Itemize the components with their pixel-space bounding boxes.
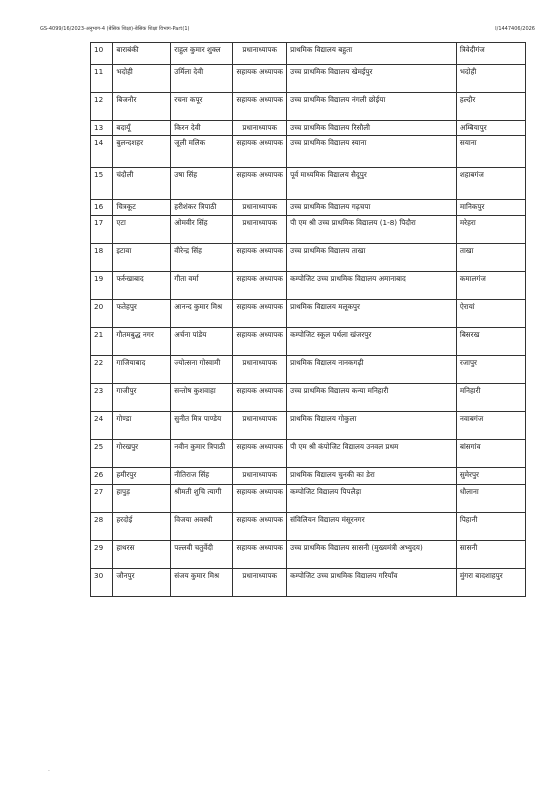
school-cell: कम्पोजिट स्कूल पर्थला खंजरपुर xyxy=(287,328,457,356)
post-cell: सहायक अध्यापक xyxy=(233,384,287,412)
post-cell: सहायक अध्यापक xyxy=(233,272,287,300)
school-cell: पूर्व माध्यमिक विद्यालय सैदूपुर xyxy=(287,168,457,200)
table-row xyxy=(91,168,526,200)
school-cell: प्राथमिक विद्यालय बहुता xyxy=(287,43,457,65)
post-cell: प्रधानाध्यापक xyxy=(233,569,287,597)
teacher-name-cell: नवीन कुमार त्रिपाठी xyxy=(171,440,233,468)
teacher-name-cell: ज्योत्सना गोस्वामी xyxy=(171,356,233,384)
post-cell: सहायक अध्यापक xyxy=(233,440,287,468)
school-cell: प्राथमिक विद्यालय चुनकी का डेरा xyxy=(287,468,457,485)
district-cell: इटावा xyxy=(113,244,171,272)
school-cell: उच्च प्राथमिक विद्यालय नंगली छोईया xyxy=(287,93,457,121)
district-cell: जौनपुर xyxy=(113,569,171,597)
teacher-name-cell: रचना कपूर xyxy=(171,93,233,121)
post-cell: सहायक अध्यापक xyxy=(233,136,287,168)
post-cell: सहायक अध्यापक xyxy=(233,485,287,513)
district-cell: गाजीपुर xyxy=(113,384,171,412)
block-cell: त्रिवेदीगंज xyxy=(456,43,525,65)
row-number: 12 xyxy=(91,93,113,121)
row-number: 16 xyxy=(91,200,113,216)
post-cell: सहायक अध्यापक xyxy=(233,65,287,93)
school-cell: प्राथमिक विद्यालय गोकुला xyxy=(287,412,457,440)
table-row xyxy=(91,541,526,569)
teacher-name-cell: आनन्द कुमार मिश्र xyxy=(171,300,233,328)
school-cell: पी एम श्री कंपोजिट विद्यालय उनवल प्रथम xyxy=(287,440,457,468)
district-cell: बाराबंकी xyxy=(113,43,171,65)
teacher-name-cell: हरीशंकर त्रिपाठी xyxy=(171,200,233,216)
table-row xyxy=(91,569,526,597)
footer-mark: · xyxy=(48,768,50,775)
row-number: 30 xyxy=(91,569,113,597)
row-number: 26 xyxy=(91,468,113,485)
row-number: 19 xyxy=(91,272,113,300)
teacher-name-cell: उर्मिला देवी xyxy=(171,65,233,93)
table-row xyxy=(91,412,526,440)
row-number: 20 xyxy=(91,300,113,328)
district-cell: फर्रुखाबाद xyxy=(113,272,171,300)
district-cell: बदायूँ xyxy=(113,121,171,136)
post-cell: सहायक अध्यापक xyxy=(233,168,287,200)
teacher-name-cell: सन्तोष कुशवाहा xyxy=(171,384,233,412)
row-number: 13 xyxy=(91,121,113,136)
district-cell: एटा xyxy=(113,216,171,244)
post-cell: सहायक अध्यापक xyxy=(233,513,287,541)
teacher-name-cell: वीरेन्द्र सिंह xyxy=(171,244,233,272)
table-row xyxy=(91,272,526,300)
block-cell: हल्दौर xyxy=(456,93,525,121)
district-cell: गोण्डा xyxy=(113,412,171,440)
row-number: 21 xyxy=(91,328,113,356)
district-cell: भदोही xyxy=(113,65,171,93)
row-number: 27 xyxy=(91,485,113,513)
table-row xyxy=(91,356,526,384)
block-cell: सासनी xyxy=(456,541,525,569)
table-row xyxy=(91,513,526,541)
block-cell: मरेहरा xyxy=(456,216,525,244)
district-cell: हरदोई xyxy=(113,513,171,541)
district-cell: हमीरपुर xyxy=(113,468,171,485)
block-cell: शहाबगंज xyxy=(456,168,525,200)
school-cell: संविलियन विद्यालय मंसूरनगर xyxy=(287,513,457,541)
school-cell: पी एम श्री उच्च प्राथमिक विद्यालय (1-8) पिदौरा xyxy=(287,216,457,244)
table-row xyxy=(91,216,526,244)
school-cell: उच्च प्राथमिक विद्यालय रिसौली xyxy=(287,121,457,136)
table-row xyxy=(91,300,526,328)
row-number: 18 xyxy=(91,244,113,272)
block-cell: सयाना xyxy=(456,136,525,168)
post-cell: सहायक अध्यापक xyxy=(233,541,287,569)
post-cell: सहायक अध्यापक xyxy=(233,328,287,356)
block-cell: धौलाना xyxy=(456,485,525,513)
teacher-name-cell: नीतिराज सिंह xyxy=(171,468,233,485)
table-row xyxy=(91,121,526,136)
school-cell: उच्च प्राथमिक विद्यालय गढ़चपा xyxy=(287,200,457,216)
document-number: I/1447406/2026 xyxy=(495,26,535,32)
post-cell: सहायक अध्यापक xyxy=(233,244,287,272)
block-cell: नवाबगंज xyxy=(456,412,525,440)
school-cell: प्राथमिक विद्यालय मलूकपुर xyxy=(287,300,457,328)
teacher-name-cell: सुनीत मित्र पाण्डेय xyxy=(171,412,233,440)
school-cell: उच्च प्राथमिक विद्यालय स्याना xyxy=(287,136,457,168)
block-cell: रजापुर xyxy=(456,356,525,384)
table-row xyxy=(91,93,526,121)
table-row xyxy=(91,200,526,216)
teacher-name-cell: अर्चना पांडेय xyxy=(171,328,233,356)
row-number: 22 xyxy=(91,356,113,384)
post-cell: प्रधानाध्यापक xyxy=(233,43,287,65)
table-row xyxy=(91,468,526,485)
post-cell: प्रधानाध्यापक xyxy=(233,412,287,440)
district-cell: गाजियाबाद xyxy=(113,356,171,384)
school-cell: कम्पोजिट विद्यालय पिपलैड़ा xyxy=(287,485,457,513)
school-cell: उच्च प्राथमिक विद्यालय सासनी (मुख्यमंत्री अभ्युदय) xyxy=(287,541,457,569)
district-cell: हाथरस xyxy=(113,541,171,569)
block-cell: मुंगरा बादशाहपुर xyxy=(456,569,525,597)
teacher-name-cell: उषा सिंह xyxy=(171,168,233,200)
district-cell: बिजनौर xyxy=(113,93,171,121)
table-row xyxy=(91,43,526,65)
table-row xyxy=(91,440,526,468)
block-cell: अम्बियापुर xyxy=(456,121,525,136)
school-cell: उच्च प्राथमिक विद्यालय खेमईपुर xyxy=(287,65,457,93)
teacher-name-cell: संजय कुमार मिश्र xyxy=(171,569,233,597)
file-reference: GS-4099/16/2023-अनुभाग-4 (बेसिक शिक्षा)-बेसिक शिक्षा विभाग-Part(1) xyxy=(40,26,190,32)
teacher-name-cell: पल्लवी चतुर्वेदी xyxy=(171,541,233,569)
row-number: 23 xyxy=(91,384,113,412)
post-cell: प्रधानाध्यापक xyxy=(233,121,287,136)
block-cell: ऐरायां xyxy=(456,300,525,328)
row-number: 17 xyxy=(91,216,113,244)
row-number: 28 xyxy=(91,513,113,541)
block-cell: सुमेरपुर xyxy=(456,468,525,485)
teacher-name-cell: विजया अवस्थी xyxy=(171,513,233,541)
post-cell: सहायक अध्यापक xyxy=(233,300,287,328)
row-number: 10 xyxy=(91,43,113,65)
teacher-table-body xyxy=(91,43,526,597)
table-row xyxy=(91,328,526,356)
block-cell: भदोही xyxy=(456,65,525,93)
block-cell: बिसरख xyxy=(456,328,525,356)
block-cell: पिहानी xyxy=(456,513,525,541)
post-cell: प्रधानाध्यापक xyxy=(233,216,287,244)
post-cell: प्रधानाध्यापक xyxy=(233,468,287,485)
row-number: 25 xyxy=(91,440,113,468)
teacher-name-cell: किरन देवी xyxy=(171,121,233,136)
row-number: 15 xyxy=(91,168,113,200)
district-cell: फतेहपुर xyxy=(113,300,171,328)
district-cell: चंदौली xyxy=(113,168,171,200)
district-cell: चित्रकूट xyxy=(113,200,171,216)
block-cell: बांसगांव xyxy=(456,440,525,468)
school-cell: प्राथमिक विद्यालय नानकगढ़ी xyxy=(287,356,457,384)
post-cell: प्रधानाध्यापक xyxy=(233,356,287,384)
block-cell: मानिकपुर xyxy=(456,200,525,216)
row-number: 29 xyxy=(91,541,113,569)
teacher-table xyxy=(90,42,526,597)
row-number: 24 xyxy=(91,412,113,440)
district-cell: बुलन्दशहर xyxy=(113,136,171,168)
row-number: 14 xyxy=(91,136,113,168)
school-cell: उच्च प्राथमिक विद्यालय कन्या मनिहारी xyxy=(287,384,457,412)
teacher-name-cell: जूली मलिक xyxy=(171,136,233,168)
table-row xyxy=(91,65,526,93)
teacher-name-cell: श्रीमती शुचि त्यागी xyxy=(171,485,233,513)
table-row xyxy=(91,244,526,272)
table-row xyxy=(91,485,526,513)
row-number: 11 xyxy=(91,65,113,93)
school-cell: कम्पोजिट उच्च प्राथमिक विद्यालय अमानाबाद xyxy=(287,272,457,300)
page-header xyxy=(40,26,535,36)
school-cell: उच्च प्राथमिक विद्यालय ताखा xyxy=(287,244,457,272)
district-cell: गोरखपुर xyxy=(113,440,171,468)
block-cell: कमालगंज xyxy=(456,272,525,300)
block-cell: मनिहारी xyxy=(456,384,525,412)
block-cell: ताखा xyxy=(456,244,525,272)
post-cell: प्रधानाध्यापक xyxy=(233,200,287,216)
school-cell: कम्पोजिट उच्च प्राथमिक विद्यालय गरियाँव xyxy=(287,569,457,597)
post-cell: सहायक अध्यापक xyxy=(233,93,287,121)
table-row xyxy=(91,384,526,412)
teacher-name-cell: ओमवीर सिंह xyxy=(171,216,233,244)
district-cell: हापुड़ xyxy=(113,485,171,513)
teacher-name-cell: गीता वर्मा xyxy=(171,272,233,300)
table-row xyxy=(91,136,526,168)
district-cell: गौतमबुद्ध नगर xyxy=(113,328,171,356)
teacher-name-cell: राहुल कुमार शुक्ल xyxy=(171,43,233,65)
